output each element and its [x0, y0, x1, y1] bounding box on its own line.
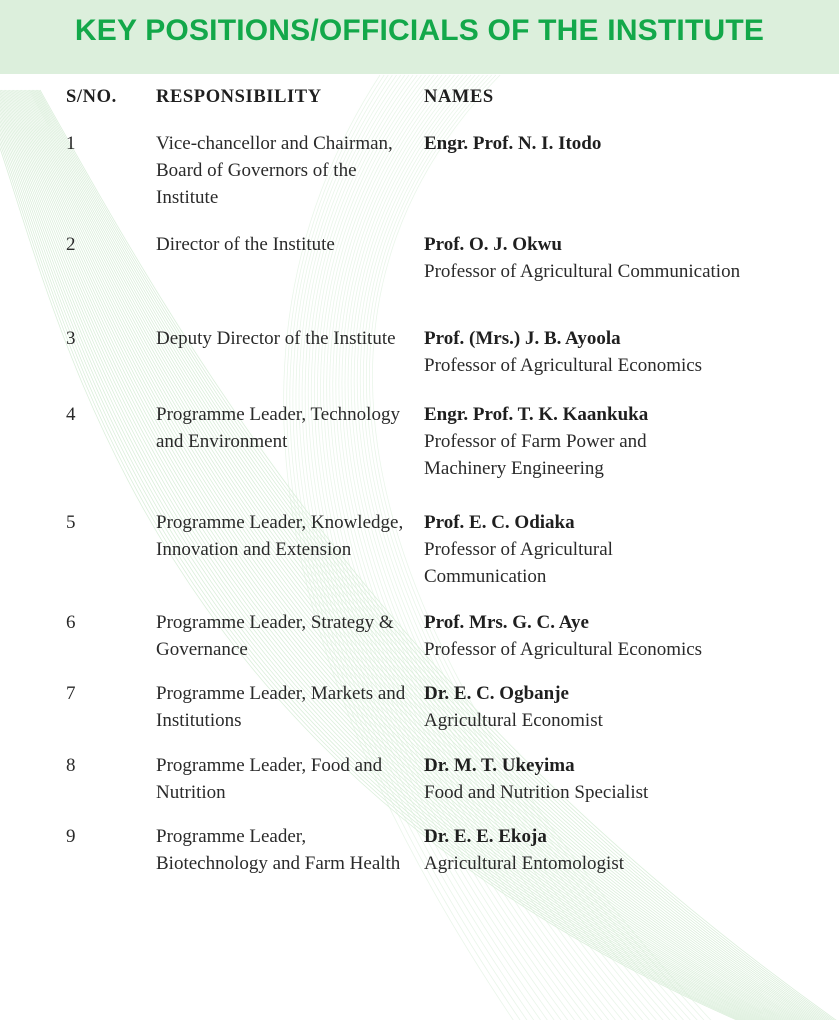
official-title: Professor of Farm Power and Machinery Engineering — [424, 431, 647, 479]
responsibility-text: Vice-chancellor and Chairman, Board of Governors of the Institute — [156, 133, 393, 208]
row-number: 5 — [66, 512, 76, 533]
responsibility-text: Programme Leader, Strategy & Governance — [156, 612, 394, 660]
official-cell — [424, 509, 824, 590]
official-cell — [424, 401, 824, 482]
responsibility-text: Programme Leader, Food and Nutrition — [156, 755, 383, 803]
official-cell — [424, 609, 824, 663]
row-number: 2 — [66, 234, 76, 255]
row-number: 9 — [66, 826, 76, 847]
official-title: Professor of Agricultural Economics — [424, 639, 703, 660]
official-name: Prof. (Mrs.) J. B. Ayoola — [424, 328, 621, 349]
header-sno: S/NO. — [66, 87, 117, 107]
official-name: Engr. Prof. N. I. Itodo — [424, 133, 602, 154]
responsibility-text: Programme Leader, Knowledge, Innovation and Extension — [156, 512, 404, 560]
official-cell — [424, 823, 824, 877]
official-title: Agricultural Entomologist — [424, 853, 625, 874]
row-number: 1 — [66, 133, 76, 154]
row-number: 7 — [66, 683, 76, 704]
header-names: NAMES — [424, 87, 494, 107]
official-name: Prof. E. C. Odiaka — [424, 512, 575, 533]
official-cell — [424, 231, 824, 285]
responsibility-text: Programme Leader, Biotechnology and Farm Health — [156, 826, 401, 874]
official-name: Dr. E. E. Ekoja — [424, 826, 547, 847]
official-title: Food and Nutrition Specialist — [424, 782, 649, 803]
official-cell — [424, 130, 824, 157]
official-cell — [424, 680, 824, 734]
official-title: Agricultural Economist — [424, 710, 603, 731]
official-name: Dr. E. C. Ogbanje — [424, 683, 569, 704]
official-name: Engr. Prof. T. K. Kaankuka — [424, 404, 649, 425]
header-responsibility: RESPONSIBILITY — [156, 87, 322, 107]
official-title: Professor of Agricultural Communication — [424, 539, 613, 587]
page-title: KEY POSITIONS/OFFICIALS OF THE INSTITUTE — [74, 14, 765, 47]
responsibility-text: Programme Leader, Markets and Institutions — [156, 683, 406, 731]
responsibility-text: Director of the Institute — [156, 234, 335, 255]
official-cell — [424, 752, 824, 806]
row-number: 4 — [66, 404, 76, 425]
official-name: Prof. Mrs. G. C. Aye — [424, 612, 589, 633]
responsibility-text: Programme Leader, Technology and Environment — [156, 404, 400, 452]
official-title: Professor of Agricultural Economics — [424, 355, 703, 376]
row-number: 6 — [66, 612, 76, 633]
official-title: Professor of Agricultural Communication — [424, 261, 741, 282]
official-name: Prof. O. J. Okwu — [424, 234, 562, 255]
official-name: Dr. M. T. Ukeyima — [424, 755, 575, 776]
row-number: 3 — [66, 328, 76, 349]
responsibility-text: Deputy Director of the Institute — [156, 328, 396, 349]
official-cell — [424, 325, 824, 379]
row-number: 8 — [66, 755, 76, 776]
